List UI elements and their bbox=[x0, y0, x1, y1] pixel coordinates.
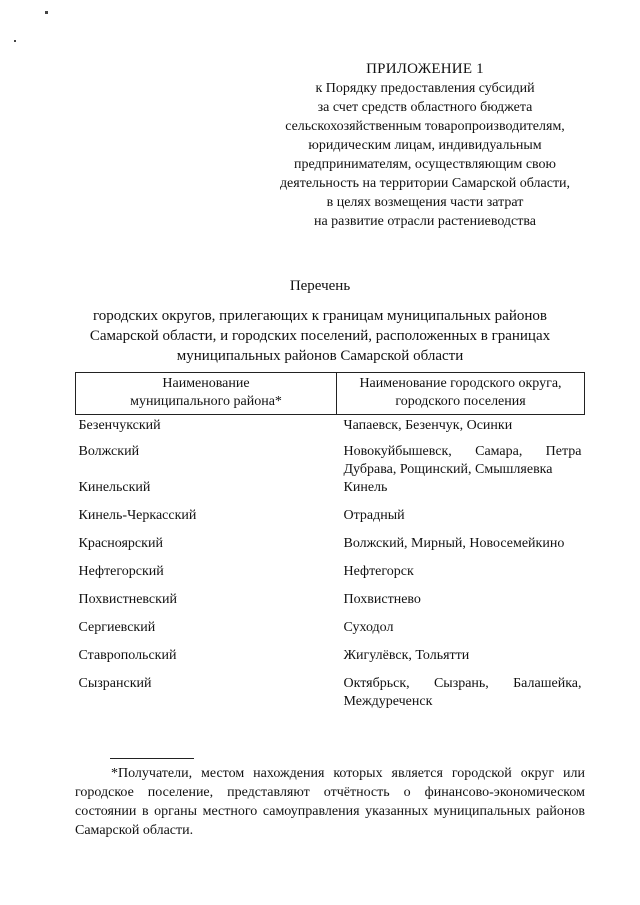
list-title: Перечень bbox=[289, 278, 351, 294]
footnote: *Получатели, местом нахождения которых является городской округ или городское поселение, представляют отчётность о финансово-экономическом состоянии в органы местного самоуправления указанных муниципальных районов Самарской области. bbox=[75, 766, 585, 838]
header-settlement bbox=[337, 373, 585, 415]
district-cell: Нефтегорский bbox=[78, 564, 164, 579]
table-row bbox=[76, 535, 585, 563]
settlement-cell: Похвистнево bbox=[343, 592, 421, 607]
appendix-line: юридическим лицам, индивидуальным bbox=[308, 138, 542, 153]
settlement-cell: Чапаевск, Безенчук, Осинки bbox=[343, 418, 513, 433]
appendix-line: на развитие отрасли растениеводства bbox=[313, 214, 537, 229]
districts-table bbox=[75, 372, 585, 711]
district-cell: Похвистневский bbox=[78, 592, 177, 607]
district-cell: Кинельский bbox=[78, 480, 151, 495]
settlement-cell: Отрадный bbox=[343, 508, 405, 523]
settlement-cell: Жигулёвск, Тольятти bbox=[343, 648, 470, 663]
table-row bbox=[76, 479, 585, 507]
appendix-line: предпринимателям, осуществляющим свою bbox=[293, 157, 557, 172]
table-row bbox=[76, 507, 585, 535]
list-subtitle-line: муниципальных районов Самарской области bbox=[176, 348, 464, 364]
district-cell: Красноярский bbox=[78, 536, 163, 551]
scan-speck bbox=[14, 40, 16, 42]
district-cell: Ставропольский bbox=[78, 648, 177, 663]
header-district-line: муниципального района* bbox=[130, 394, 282, 409]
list-subtitle-line: городских округов, прилегающих к границам муниципальных районов bbox=[93, 308, 547, 324]
list-heading bbox=[60, 276, 580, 366]
appendix-header bbox=[270, 60, 580, 231]
appendix-line: деятельность на территории Самарской области, bbox=[279, 176, 571, 191]
table-row bbox=[76, 443, 585, 479]
settlement-cell: Суходол bbox=[343, 620, 394, 635]
header-settlement-line: Наименование городского округа, bbox=[359, 376, 562, 391]
header-settlement-line: городского поселения bbox=[395, 394, 526, 409]
scan-speck bbox=[45, 11, 48, 14]
table-row bbox=[76, 647, 585, 675]
appendix-line: сельскохозяйственным товаропроизводителям, bbox=[285, 119, 565, 134]
district-cell: Сызранский bbox=[78, 676, 152, 691]
settlement-cell: Новокуйбышевск, Самара, Петра Дубрава, Рощинский, Смышляевка bbox=[343, 444, 582, 477]
settlement-cell: Нефтегорск bbox=[343, 564, 414, 579]
appendix-title: ПРИЛОЖЕНИЕ 1 bbox=[366, 61, 484, 77]
district-cell: Безенчукский bbox=[78, 418, 161, 433]
table-header-row bbox=[76, 373, 585, 415]
district-cell: Кинель-Черкасский bbox=[78, 508, 197, 523]
district-cell: Сергиевский bbox=[78, 620, 156, 635]
settlement-cell: Волжский, Мирный, Новосемейкино bbox=[343, 536, 565, 551]
footnote-divider bbox=[110, 758, 194, 759]
appendix-line: в целях возмещения части затрат bbox=[326, 195, 524, 210]
header-district-line: Наименование bbox=[162, 376, 250, 391]
appendix-line: к Порядку предоставления субсидий bbox=[315, 81, 535, 96]
settlement-cell: Октябрьск, Сызрань, Балашейка, Междуреченск bbox=[343, 676, 582, 709]
table-row bbox=[76, 415, 585, 444]
list-subtitle-line: Самарской области, и городских поселений, расположенных в границах bbox=[89, 328, 551, 344]
table-row bbox=[76, 675, 585, 711]
district-cell: Волжский bbox=[78, 444, 140, 459]
header-district bbox=[76, 373, 337, 415]
table-row bbox=[76, 591, 585, 619]
appendix-line: за счет средств областного бюджета bbox=[317, 100, 533, 115]
table-row bbox=[76, 563, 585, 591]
table-row bbox=[76, 619, 585, 647]
settlement-cell: Кинель bbox=[343, 480, 388, 495]
